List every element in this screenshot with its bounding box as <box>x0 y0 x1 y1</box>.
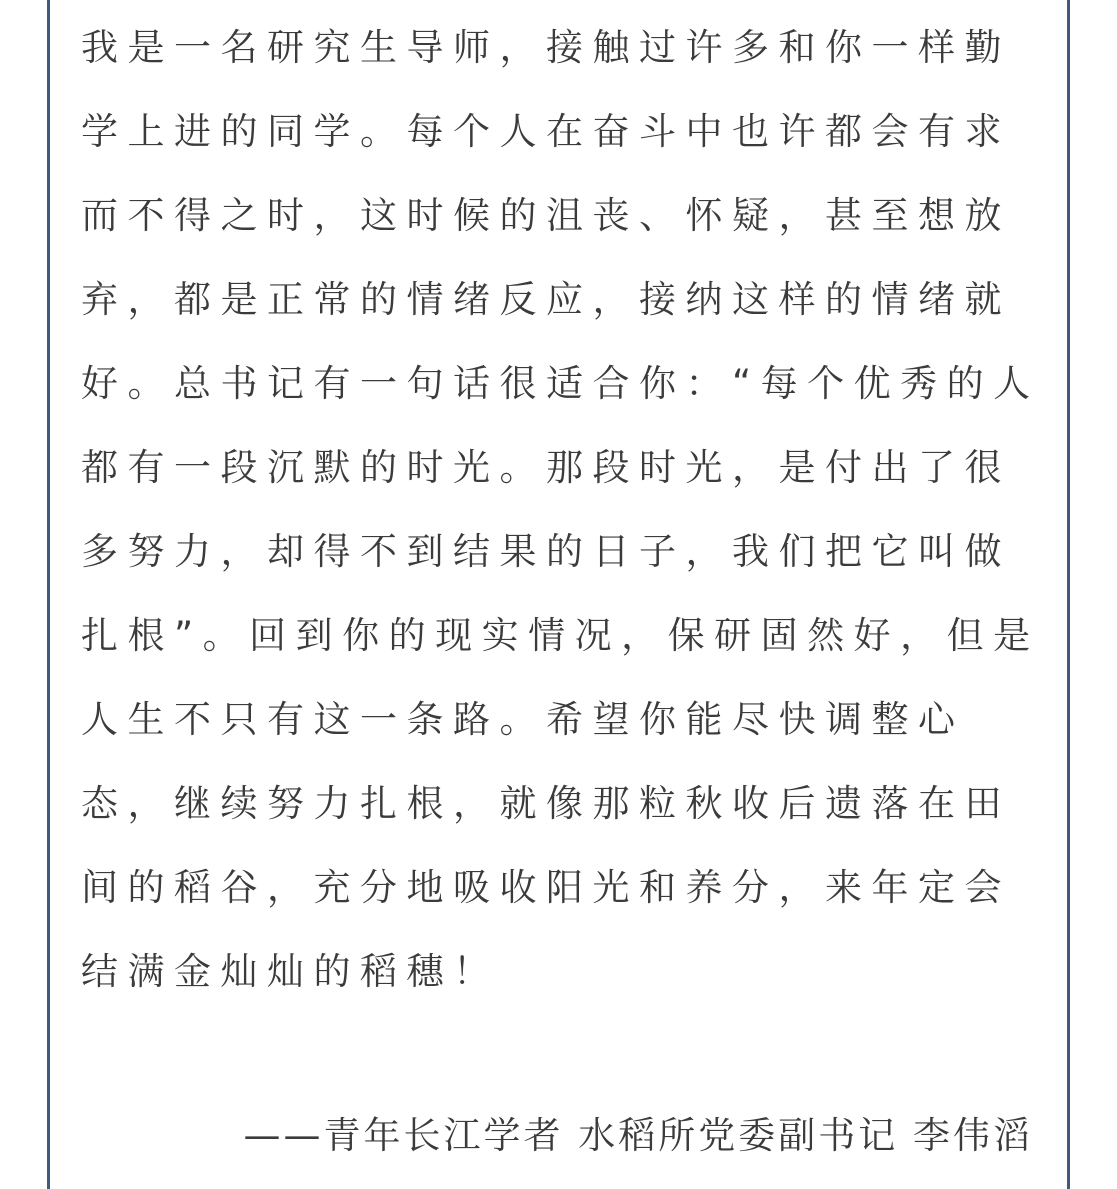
paragraph-line-12: 结满金灿灿的稻穗！ <box>81 950 500 993</box>
paragraph-line-2: 学上进的同学。每个人在奋斗中也许都会有求 <box>81 110 1011 153</box>
article-body <box>81 6 1040 1014</box>
paragraph-line-5: 好。总书记有一句话很适合你：“每个优秀的人 <box>81 362 1040 405</box>
paragraph-line-3: 而不得之时，这时候的沮丧、怀疑，甚至想放 <box>81 194 1011 237</box>
paragraph-line-7: 多努力，却得不到结果的日子，我们把它叫做 <box>81 530 1011 573</box>
paragraph-line-9: 人生不只有这一条路。希望你能尽快调整心 <box>81 698 965 741</box>
paragraph-line-6: 都有一段沉默的时光。那段时光，是付出了很 <box>81 446 1011 489</box>
paragraph-line-10: 态，继续努力扎根，就像那粒秋收后遗落在田 <box>81 782 1011 825</box>
paragraph-line-4: 弃，都是正常的情绪反应，接纳这样的情绪就 <box>81 278 1011 321</box>
frame-right-border <box>1067 0 1070 1189</box>
paragraph-line-11: 间的稻谷，充分地吸收阳光和养分，来年定会 <box>81 866 1011 909</box>
paragraph-line-1: 我是一名研究生导师，接触过许多和你一样勤 <box>81 26 1011 69</box>
author-signature: ——青年长江学者 水稻所党委副书记 李伟滔 <box>243 1114 1033 1157</box>
paragraph-line-8: 扎根”。回到你的现实情况，保研固然好，但是 <box>81 614 1040 657</box>
frame-left-border <box>47 0 50 1189</box>
